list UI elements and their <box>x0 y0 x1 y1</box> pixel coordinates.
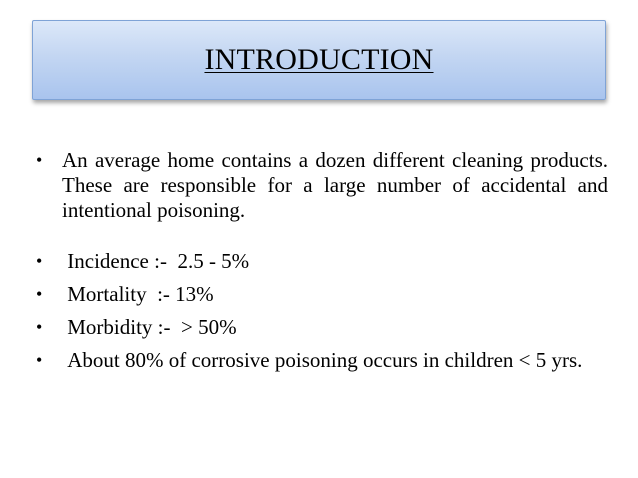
title-banner <box>32 20 606 100</box>
bullet-item-cleaning-products <box>36 148 608 223</box>
bullet-icon: • <box>36 350 43 370</box>
bullet-text: Incidence :- 2.5 - 5% <box>62 249 250 273</box>
bullet-text: About 80% of corrosive poisoning occurs in children < 5 yrs. <box>62 348 583 372</box>
bullet-icon: • <box>36 150 43 170</box>
bullet-item-mortality <box>36 282 608 307</box>
bullet-text: Mortality :- 13% <box>62 282 214 306</box>
bullet-list <box>36 148 608 373</box>
bullet-icon: • <box>36 317 43 337</box>
bullet-item-incidence <box>36 249 608 274</box>
bullet-text: An average home contains a dozen different cleaning products. These are responsible for a large number of accidental and intentional poisoning. <box>62 148 608 222</box>
bullet-text: Morbidity :- > 50% <box>62 315 237 339</box>
slide-title: INTRODUCTION <box>204 43 434 76</box>
bullet-icon: • <box>36 251 43 271</box>
bullet-icon: • <box>36 284 43 304</box>
bullet-item-morbidity <box>36 315 608 340</box>
bullet-item-corrosive-poisoning <box>36 348 608 373</box>
